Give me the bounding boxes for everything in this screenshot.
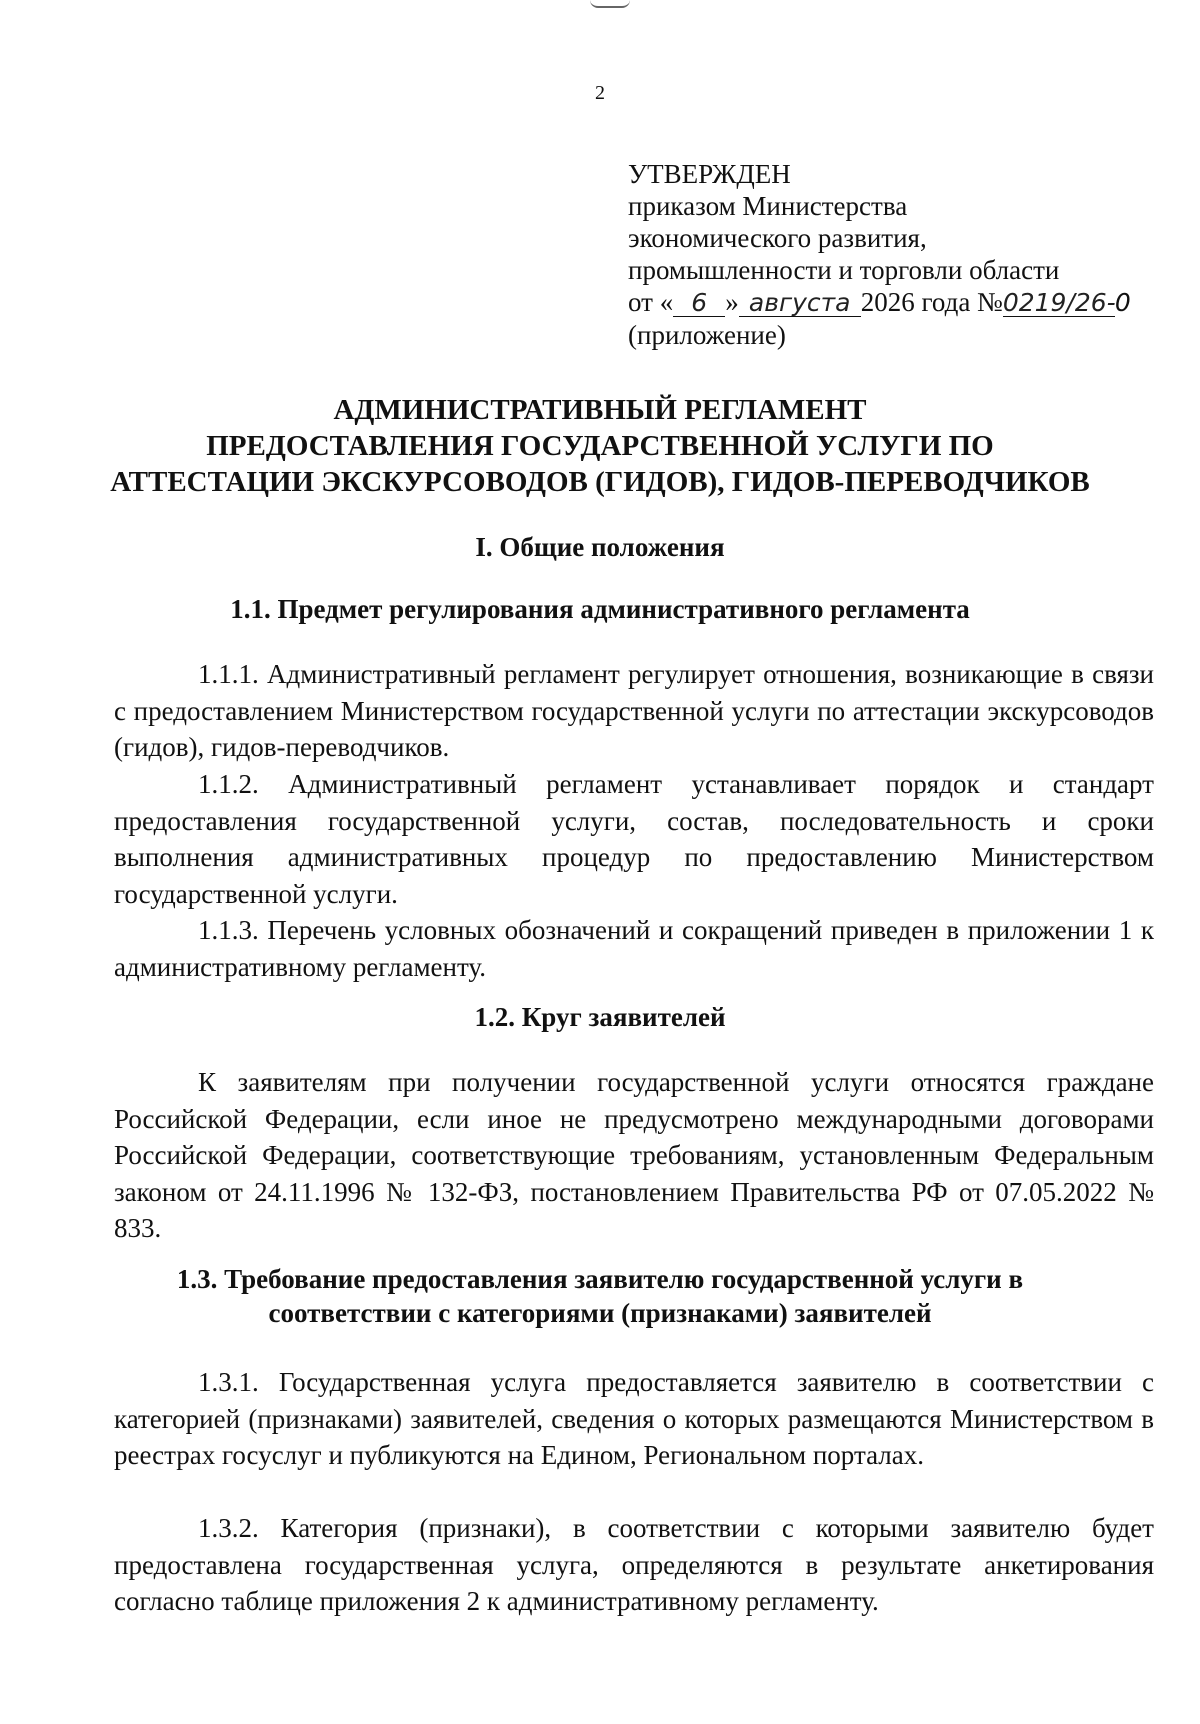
approval-line: (приложение) <box>628 320 786 350</box>
subsection-heading <box>0 1262 1200 1330</box>
handwritten-order-number: 0219/26- <box>1002 288 1116 317</box>
year-text: 2026 года № <box>860 287 1003 317</box>
scan-artifact <box>590 0 630 8</box>
title-line: ПРЕДОСТАВЛЕНИЯ ГОСУДАРСТВЕННОЙ УСЛУГИ ПО <box>206 430 994 462</box>
date-prefix: от « <box>628 287 674 317</box>
title-line: АТТЕСТАЦИИ ЭКСКУРСОВОДОВ (ГИДОВ), ГИДОВ-ПЕРЕВОДЧИКОВ <box>110 466 1090 498</box>
paragraph-1-1-2: 1.1.2. Административный регламент устанавливает порядок и стандарт предоставления государственной услуги, состав, последовательность и сроки выполнения административных процедур по предоставлению Министерством государственной услуги. <box>114 769 1154 909</box>
handwritten-day: 6 <box>673 290 725 317</box>
approval-date-line <box>628 286 1188 319</box>
section-heading: I. Общие положения <box>475 532 725 562</box>
approval-stamp-block <box>628 158 1188 351</box>
paragraph-1-1-3: 1.1.3. Перечень условных обозначений и сокращений приведен в приложении 1 к административному регламенту. <box>114 915 1154 982</box>
page-number: 2 <box>595 82 605 104</box>
quote-close: » <box>725 287 739 317</box>
title-line: АДМИНИСТРАТИВНЫЙ РЕГЛАМЕНТ <box>333 394 867 426</box>
paragraph-1-3-2: 1.3.2. Категория (признаки), в соответствии с которыми заявителю будет предоставлена государственная услуга, определяются в результате анкетирования согласно таблице приложения 2 к административному регламенту. <box>114 1513 1154 1616</box>
heading-line: 1.3. Требование предоставления заявителю государственной услуги в <box>176 1264 1024 1294</box>
handwritten-order-suffix: 0 <box>1114 288 1131 317</box>
approval-heading: УТВЕРЖДЕН <box>628 159 791 189</box>
approval-line: промышленности и торговли области <box>628 255 1060 285</box>
paragraph-1-2: К заявителям при получении государственной услуги относятся граждане Российской Федерации, если иное не предусмотрено международными договорами Российской Федерации, соответствующие требованиям, установленным Федеральным законом от 24.11.1996 № 132-ФЗ, постановлением Правительства РФ от 07.05.2022 № 833. <box>114 1067 1154 1243</box>
heading-line: соответствии с категориями (признаками) заявителей <box>268 1298 932 1328</box>
subsection-heading: 1.2. Круг заявителей <box>474 1002 726 1032</box>
paragraph-1-1-1: 1.1.1. Административный регламент регулирует отношения, возникающие в связи с предоставлением Министерством государственной услуги по аттестации экскурсоводов (гидов), гидов-переводчиков. <box>114 659 1154 762</box>
paragraph-1-3-1: 1.3.1. Государственная услуга предоставляется заявителю в соответствии с категорией (признаками) заявителей, сведения о которых размещаются Министерством в реестрах госуслуг и публикуются на Едином, Региональном порталах. <box>114 1367 1154 1470</box>
handwritten-month: августа <box>739 290 861 317</box>
subsection-heading: 1.1. Предмет регулирования административного регламента <box>230 594 970 624</box>
approval-line: экономического развития, <box>628 223 927 253</box>
approval-line: приказом Министерства <box>628 191 908 221</box>
document-title <box>60 392 1140 500</box>
